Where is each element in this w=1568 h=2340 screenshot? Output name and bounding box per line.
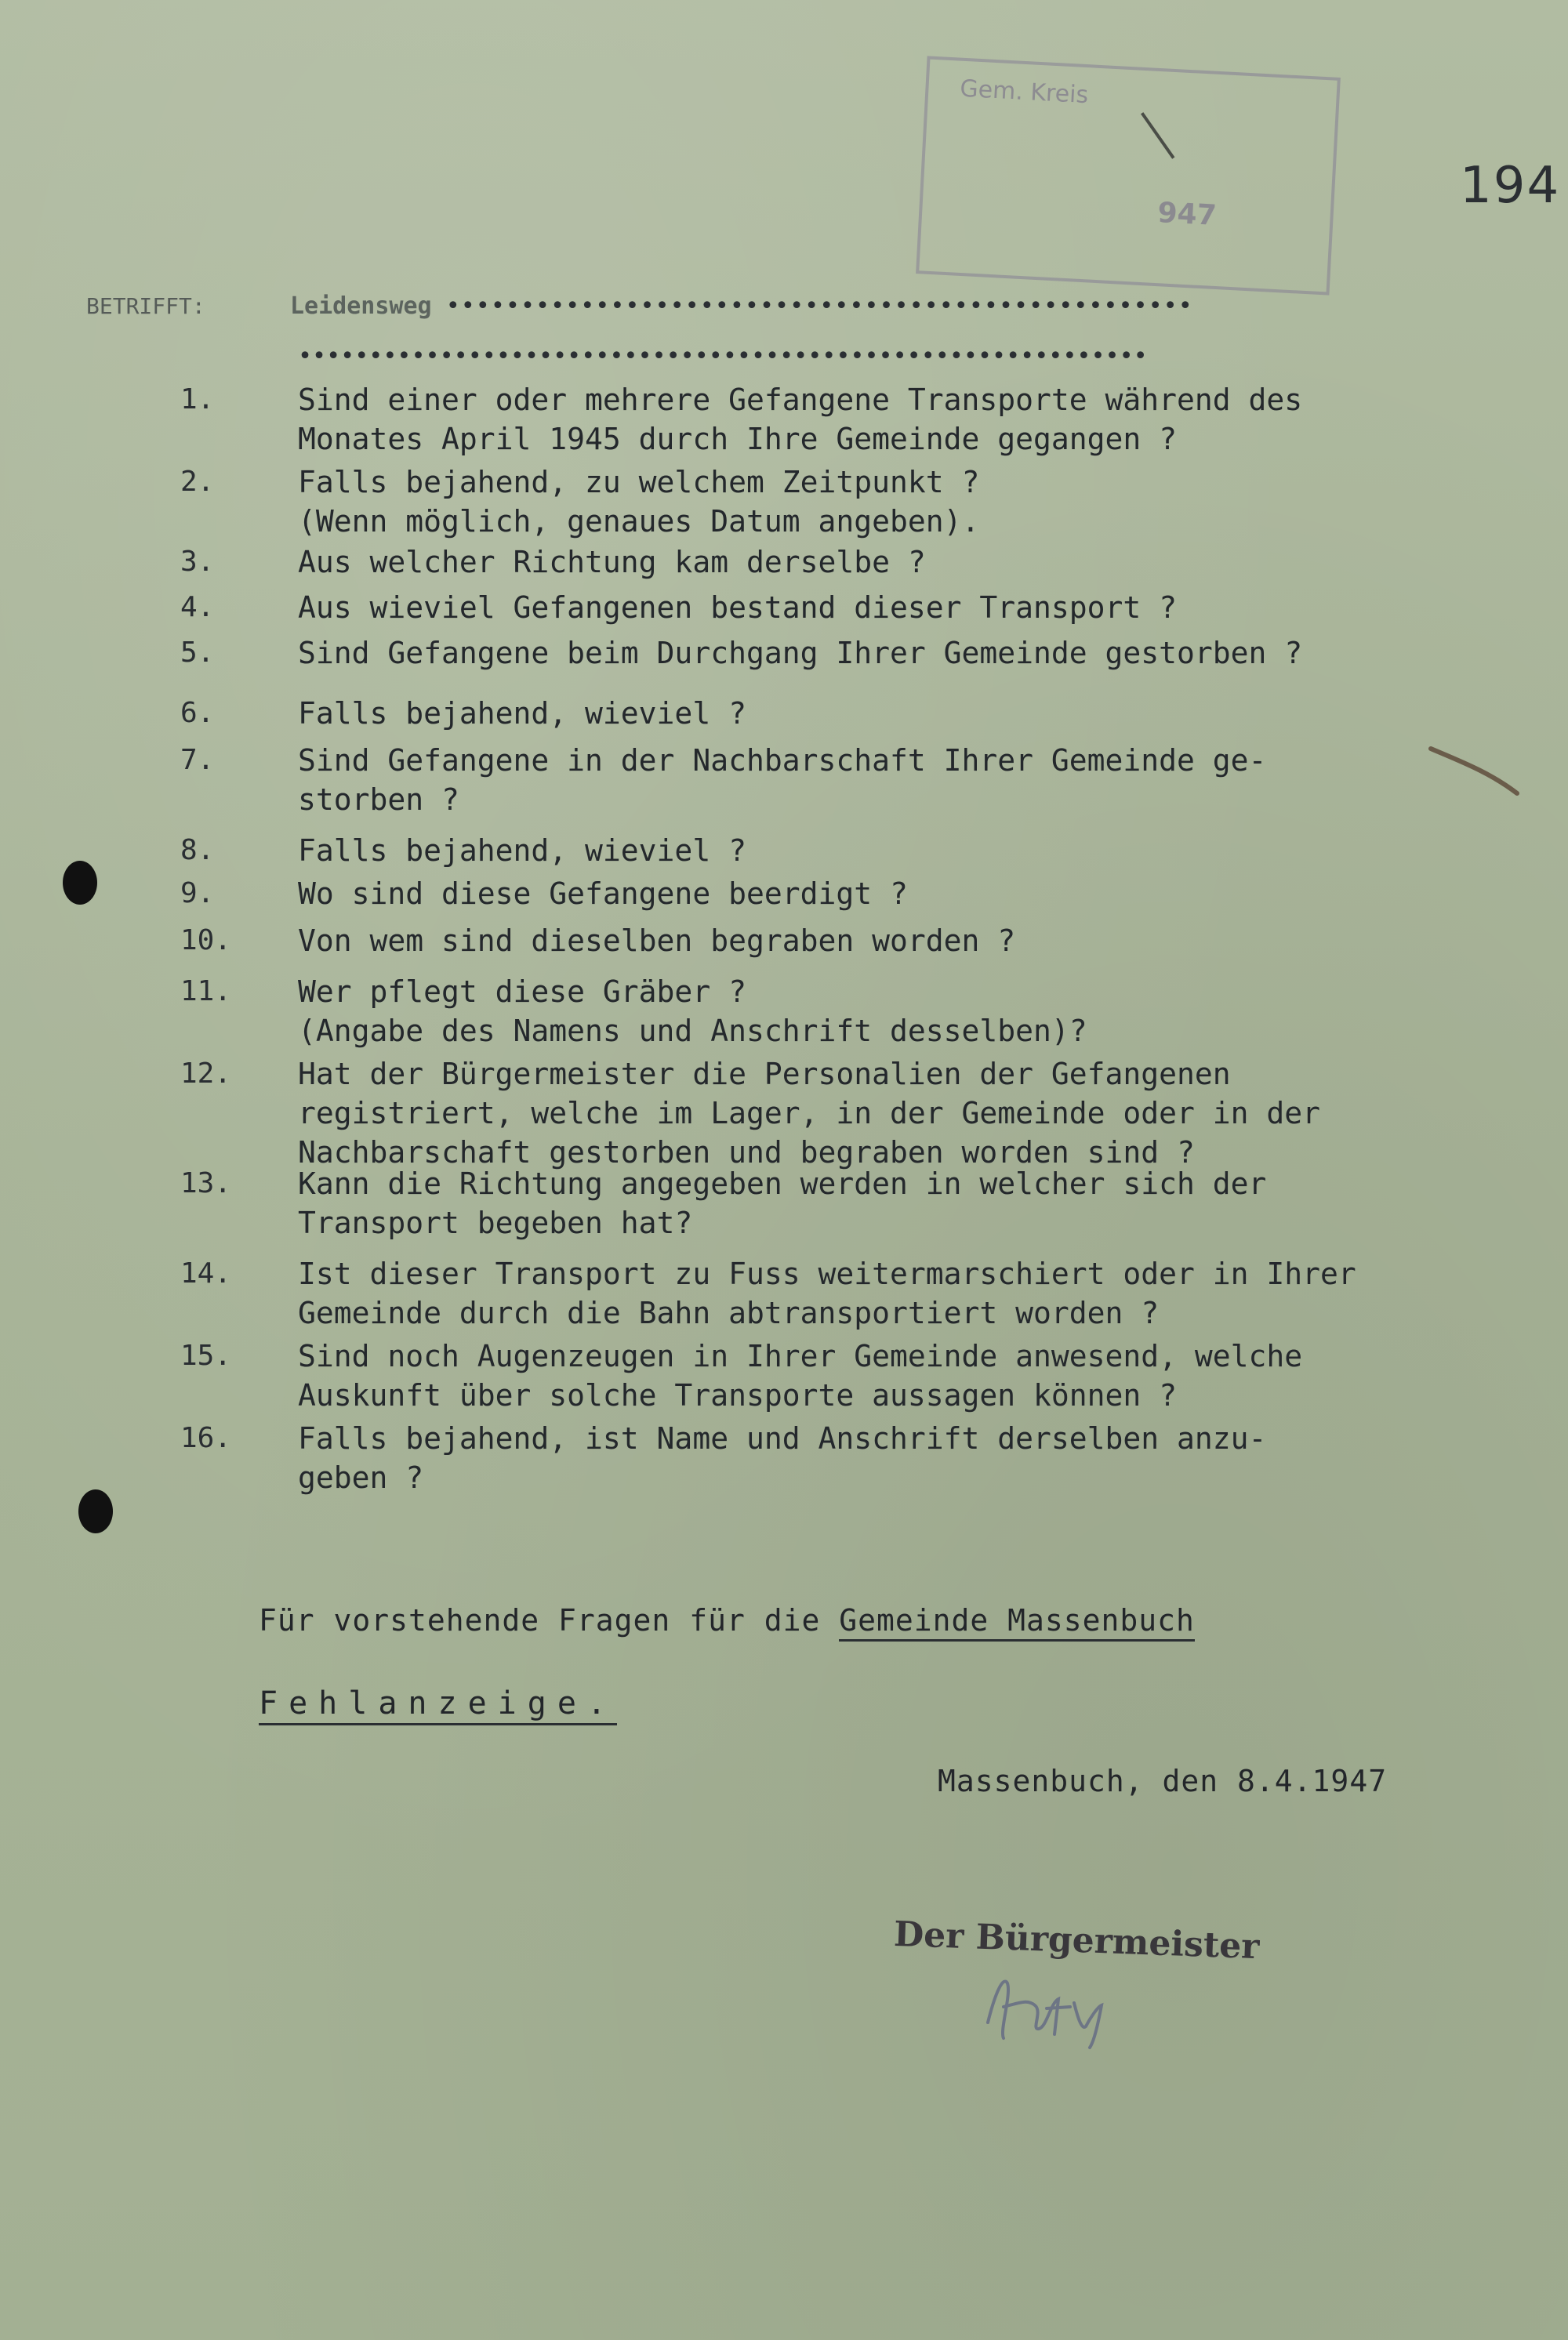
subject-dots-line-2: •••••••••••••••••••••••••••••••••••••••••••••••••••••••••••• — [298, 343, 1148, 370]
subject-dots: •••••••••••••••••••••••••••••••••••••••••••••••••• — [445, 292, 1193, 320]
question-text: Falls bejahend, zu welchem Zeitpunkt ? (Wenn möglich, genaues Datum angeben). — [298, 465, 980, 539]
answer-community: Gemeinde Massenbuch — [839, 1603, 1195, 1642]
place-date-line: Massenbuch, den 8.4.1947 — [938, 1764, 1388, 1798]
stamp-mark — [1141, 112, 1174, 159]
question-number: 10. — [180, 924, 232, 956]
question-text: Wer pflegt diese Gräber ? (Angabe des Namens und Anschrift desselben)? — [298, 974, 1087, 1048]
stamp-header: Gem. Kreis — [959, 74, 1089, 110]
question-number: 8. — [180, 834, 215, 866]
page-number: 194 — [1460, 157, 1561, 215]
question-text: Hat der Bürgermeister die Personalien der Gefangenen registriert, welche im Lager, in der Gemeinde oder in der Nachbarschaft gestorben und begraben worden sind ? — [298, 1057, 1321, 1170]
answer-result-text: Fehlanzeige. — [259, 1685, 617, 1725]
answer-line — [259, 1603, 1195, 1638]
received-stamp — [916, 56, 1341, 295]
answer-result — [259, 1685, 617, 1721]
question-number: 11. — [180, 975, 232, 1007]
question-text: Aus welcher Richtung kam derselbe ? — [298, 545, 926, 579]
mayor-stamp: Der Bürgermeister — [893, 1914, 1261, 1968]
pencil-mark — [1427, 745, 1521, 800]
question-text: Falls bejahend, wieviel ? — [298, 696, 746, 731]
question-text: Sind noch Augenzeugen in Ihrer Gemeinde anwesend, welche Auskunft über solche Transporte aussagen können ? — [298, 1339, 1303, 1413]
question-number: 7. — [180, 744, 215, 776]
question-number: 2. — [180, 466, 215, 498]
question-number: 12. — [180, 1058, 232, 1090]
question-text: Von wem sind dieselben begraben worden ? — [298, 923, 1016, 958]
question-number: 9. — [180, 877, 215, 909]
punch-hole — [78, 1489, 113, 1533]
question-number: 14. — [180, 1257, 232, 1290]
question-text: Sind einer oder mehrere Gefangene Transporte während des Monates April 1945 durch Ihre Gemeinde gegangen ? — [298, 383, 1303, 456]
question-number: 5. — [180, 637, 215, 669]
question-number: 15. — [180, 1340, 232, 1372]
question-number: 3. — [180, 546, 215, 578]
question-number: 6. — [180, 697, 215, 729]
stamp-date: 947 — [1156, 197, 1218, 232]
question-text: Ist dieser Transport zu Fuss weitermarschiert oder in Ihrer Gemeinde durch die Bahn abtransportiert worden ? — [298, 1257, 1356, 1330]
subject-label: BETRIFFT: — [86, 293, 205, 319]
question-number: 1. — [180, 383, 215, 415]
question-text: Sind Gefangene beim Durchgang Ihrer Gemeinde gestorben ? — [298, 636, 1303, 670]
question-text: Aus wieviel Gefangenen bestand dieser Transport ? — [298, 590, 1178, 625]
handwritten-signature — [980, 1960, 1137, 2054]
question-text: Wo sind diese Gefangene beerdigt ? — [298, 876, 908, 911]
question-text: Sind Gefangene in der Nachbarschaft Ihrer Gemeinde ge- storben ? — [298, 743, 1267, 817]
punch-hole — [63, 861, 97, 905]
question-text: Falls bejahend, wieviel ? — [298, 833, 746, 868]
question-text: Falls bejahend, ist Name und Anschrift derselben anzu- geben ? — [298, 1421, 1267, 1495]
question-number: 16. — [180, 1422, 232, 1454]
question-number: 4. — [180, 591, 215, 623]
subject-value: Leidensweg — [290, 292, 432, 320]
answer-prefix: Für vorstehende Fragen für die — [259, 1603, 840, 1638]
question-text: Kann die Richtung angegeben werden in welcher sich der Transport begeben hat? — [298, 1166, 1267, 1240]
question-number: 13. — [180, 1167, 232, 1199]
subject-line — [86, 292, 1193, 320]
signature-block — [894, 1905, 1286, 2093]
